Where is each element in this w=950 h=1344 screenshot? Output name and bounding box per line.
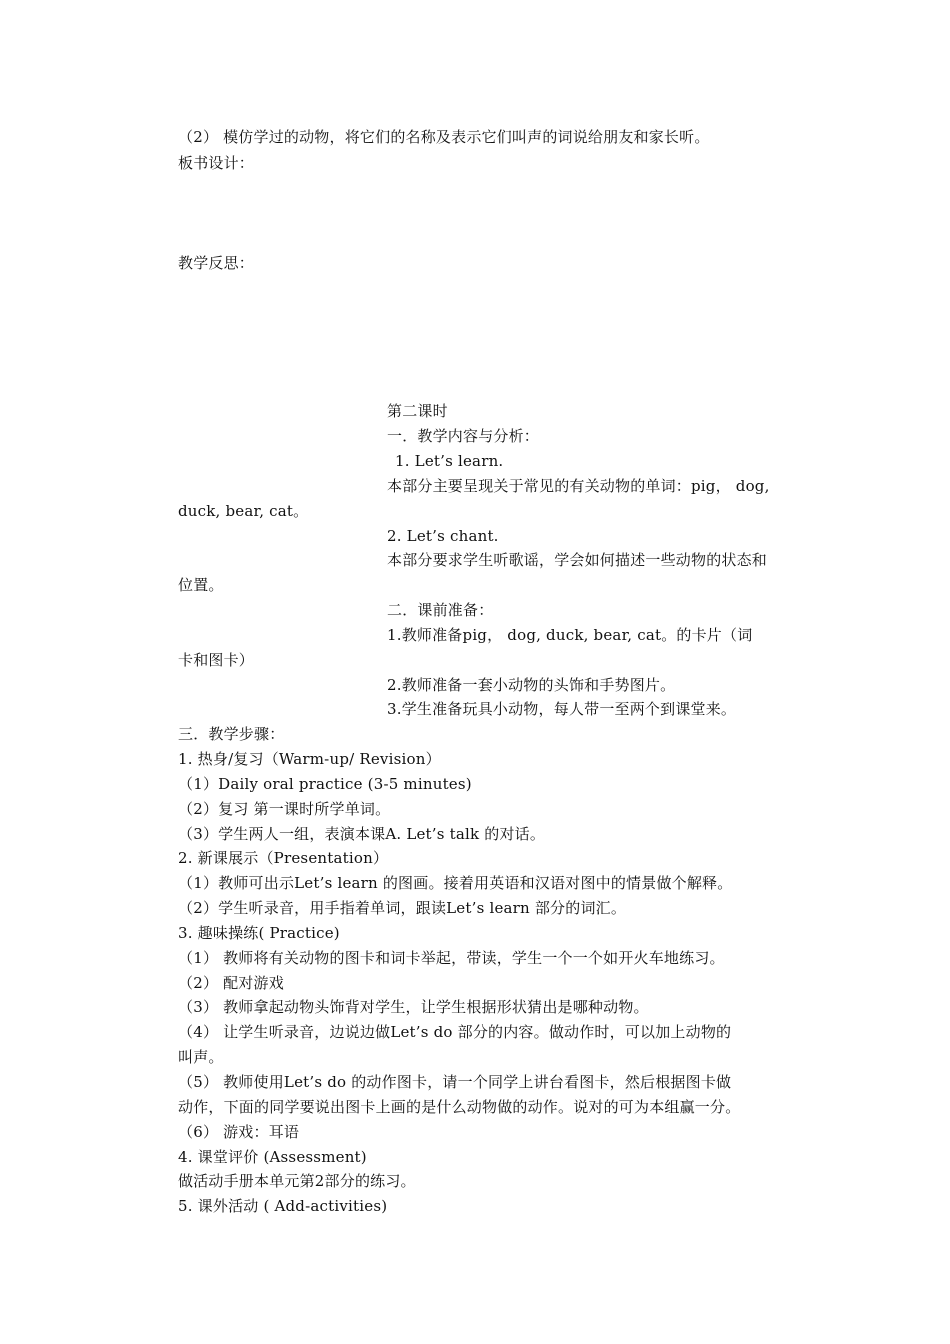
reflection-heading: 教学反思： (178, 254, 255, 272)
text-line: 叫声。 (178, 1048, 224, 1066)
text-line: duck, bear, cat。 (178, 502, 309, 520)
text-line: （6） 游戏：耳语 (178, 1123, 300, 1141)
text-line: 本部分要求学生听歌谣，学会如何描述一些动物的状态和 (387, 551, 768, 569)
text-line: 1.教师准备pig， dog, duck, bear, cat。的卡片（词 (387, 626, 753, 644)
section-heading: 二．课前准备： (387, 601, 494, 619)
text-line: （2）学生听录音，用手指着单词，跟读Let’s learn 部分的词汇。 (178, 899, 627, 917)
text-line: （5） 教师使用Let’s do 的动作图卡，请一个同学上讲台看图卡，然后根据图卡做 (178, 1073, 732, 1091)
text-line: （3） 教师拿起动物头饰背对学生，让学生根据形状猜出是哪种动物。 (178, 998, 649, 1016)
section-heading: 一．教学内容与分析： (387, 427, 540, 445)
text-line: 位置。 (178, 576, 224, 594)
lesson-title: 第二课时 (387, 402, 448, 420)
section-heading: 三．教学步骤： (178, 725, 285, 743)
text-line: 3.学生准备玩具小动物，每人带一至两个到课堂来。 (387, 700, 737, 718)
text-line: 做活动手册本单元第2部分的练习。 (178, 1172, 416, 1190)
text-line: 本部分主要呈现关于常见的有关动物的单词：pig， dog, (387, 477, 770, 495)
step-heading: 2. 新课展示（Presentation） (178, 849, 389, 867)
text-line: （1）Daily oral practice (3-5 minutes) (178, 775, 472, 793)
board-design-heading: 板书设计： (178, 154, 255, 172)
step-heading: 5. 课外活动 ( Add-activities) (178, 1197, 388, 1215)
step-heading: 4. 课堂评价 (Assessment) (178, 1148, 367, 1166)
text-line: （2） 模仿学过的动物，将它们的名称及表示它们叫声的词说给朋友和家长听。 (178, 128, 710, 146)
step-heading: 3. 趣味操练( Practice) (178, 924, 340, 942)
text-line: 2. Let’s chant. (387, 527, 499, 545)
text-line: 动作，下面的同学要说出图卡上画的是什么动物做的动作。说对的可为本组赢一分。 (178, 1098, 741, 1116)
text-line: 2.教师准备一套小动物的头饰和手势图片。 (387, 676, 676, 694)
text-line: （3）学生两人一组，表演本课A. Let’s talk 的对话。 (178, 825, 546, 843)
text-line: （1） 教师将有关动物的图卡和词卡举起，带读，学生一个一个如开火车地练习。 (178, 949, 725, 967)
text-line: （2） 配对游戏 (178, 974, 284, 992)
step-heading: 1. 热身/复习（Warm-up/ Revision） (178, 750, 441, 768)
text-line: （4） 让学生听录音，边说边做Let’s do 部分的内容。做动作时，可以加上动物的 (178, 1023, 732, 1041)
text-line: 卡和图卡） (178, 651, 255, 669)
text-line: （2）复习 第一课时所学单词。 (178, 800, 391, 818)
text-line: （1）教师可出示Let’s learn 的图画。接着用英语和汉语对图中的情景做个解释。 (178, 874, 733, 892)
text-line: 1. Let’s learn. (395, 452, 504, 470)
